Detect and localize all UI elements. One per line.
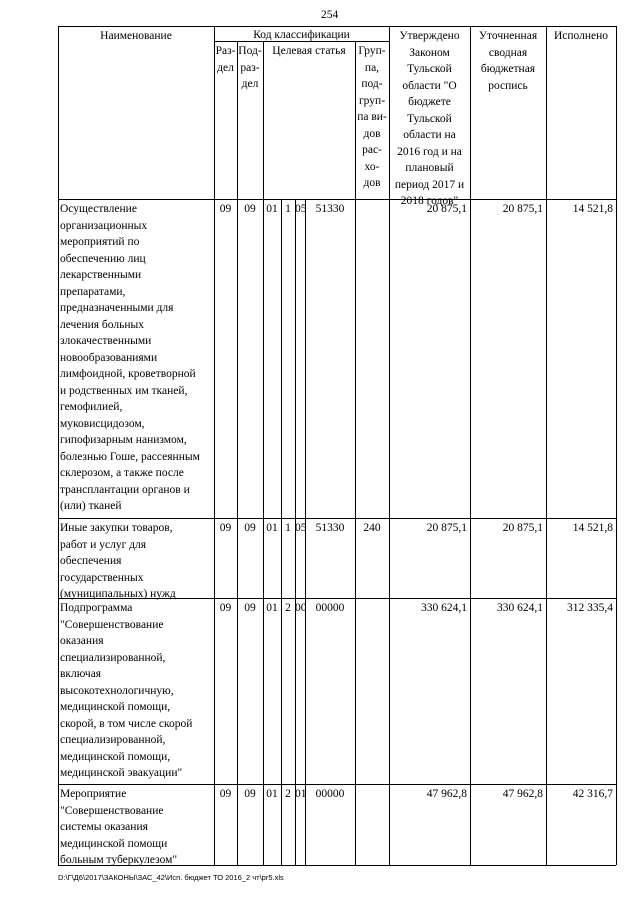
header-expense-group: па ви- xyxy=(357,111,387,123)
header-approved: бюджете xyxy=(408,96,451,108)
row-name: предназначенными для xyxy=(60,302,174,314)
row-name: мероприятий по xyxy=(60,236,140,248)
cell-article-subprogram: 2 xyxy=(285,602,291,614)
row-name: муковисцидозом, xyxy=(60,417,145,430)
header-target-article: Целевая статья xyxy=(272,45,346,57)
row-name: склерозом, а также после xyxy=(60,467,184,479)
cell-subsection: 09 xyxy=(244,522,256,534)
row-name: медицинской эвакуации" xyxy=(60,767,183,779)
cell-refined: 330 624,1 xyxy=(497,602,543,614)
header-approved: Тульской xyxy=(407,63,452,75)
header-expense-group: дов xyxy=(363,177,381,189)
header-expense-group: рас- xyxy=(362,144,382,156)
cell-section: 09 xyxy=(219,602,232,614)
cell-article-program: 01 xyxy=(266,203,278,215)
header-expense-group: груп- xyxy=(358,94,386,107)
cell-article-program: 01 xyxy=(266,788,278,800)
cell-refined: 20 875,1 xyxy=(502,203,543,215)
header-code-group: Код классификации xyxy=(253,29,350,41)
header-approved: Тульской xyxy=(407,112,452,125)
header-name: Наименование xyxy=(100,30,172,42)
row-name: Иные закупки товаров, xyxy=(60,522,173,534)
row-name: системы оказания xyxy=(60,821,148,833)
header-approved: области на xyxy=(403,129,456,141)
table-rule xyxy=(214,26,215,865)
header-refined: сводная xyxy=(488,46,528,59)
header-expense-group: дов xyxy=(363,127,381,140)
row-name: медицинской помощи, xyxy=(60,701,171,713)
cell-article-event: 05 xyxy=(295,203,307,215)
row-name: гемофилией, xyxy=(60,401,123,413)
table-rule xyxy=(58,784,616,785)
header-expense-group: под- xyxy=(361,78,383,90)
row-name: оказания xyxy=(60,635,104,647)
page-number: 254 xyxy=(321,9,339,21)
header-approved: период 2017 и xyxy=(394,178,465,191)
row-name: специализированной, xyxy=(60,651,166,664)
header-expense-group: па, xyxy=(364,61,380,74)
row-name: лечения больных xyxy=(60,318,144,331)
cell-article-direction: 51330 xyxy=(315,522,345,534)
row-name: лекарственными xyxy=(60,269,142,281)
row-name: новообразованиями xyxy=(60,351,158,364)
header-subsection: раз- xyxy=(240,61,260,74)
cell-expense-group: 240 xyxy=(363,522,381,534)
cell-approved: 20 875,1 xyxy=(426,522,467,534)
row-name: государственных xyxy=(60,571,144,584)
row-name: Осуществление xyxy=(60,203,137,215)
row-name: медицинской помощи xyxy=(60,837,168,850)
row-name: "Совершенствование xyxy=(60,804,164,817)
cell-article-subprogram: 2 xyxy=(285,788,291,800)
header-section: Раз- xyxy=(215,45,236,57)
cell-executed: 42 316,7 xyxy=(572,788,613,800)
cell-article-subprogram: 1 xyxy=(285,203,291,215)
row-name: препаратами, xyxy=(60,285,126,298)
cell-article-event: 01 xyxy=(295,788,307,800)
cell-executed: 14 521,8 xyxy=(572,203,613,215)
row-name: гипофизарным нанизмом, xyxy=(60,434,187,446)
row-name: организационных xyxy=(60,219,148,232)
row-name: медицинской помощи, xyxy=(60,750,171,763)
cell-article-program: 01 xyxy=(266,522,278,534)
table-rule xyxy=(58,518,616,519)
cell-article-direction: 51330 xyxy=(315,203,345,215)
row-name: обеспечению лиц xyxy=(60,252,146,265)
header-refined: роспись xyxy=(488,79,528,92)
cell-article-program: 01 xyxy=(266,602,278,614)
header-expense-group: хо- xyxy=(364,160,380,173)
header-expense-group: Груп- xyxy=(358,45,386,57)
row-name: злокачественными xyxy=(60,335,152,347)
cell-article-event: 00 xyxy=(295,602,307,614)
header-approved: 2016 год и на xyxy=(397,145,462,158)
header-approved: Утверждено xyxy=(399,30,460,42)
row-name: и родственных им тканей, xyxy=(60,384,188,397)
table-rule xyxy=(58,26,59,865)
header-approved: области "О xyxy=(402,79,457,92)
cell-approved: 20 875,1 xyxy=(426,203,467,215)
row-name: работ и услуг для xyxy=(60,538,147,551)
header-section: дел xyxy=(217,61,234,74)
cell-approved: 47 962,8 xyxy=(426,788,467,800)
cell-executed: 312 335,4 xyxy=(567,602,613,614)
row-name: (муниципальных) нужд xyxy=(60,588,176,600)
table-rule xyxy=(237,41,238,865)
cell-section: 09 xyxy=(219,522,232,534)
cell-section: 09 xyxy=(219,788,232,800)
cell-executed: 14 521,8 xyxy=(572,522,613,534)
row-name: трансплантации органов и xyxy=(60,483,190,496)
cell-subsection: 09 xyxy=(244,788,256,800)
row-name: специализированной, xyxy=(60,734,166,746)
row-name: Мероприятие xyxy=(60,788,127,800)
cell-approved: 330 624,1 xyxy=(421,602,467,614)
table-rule xyxy=(546,26,547,865)
row-name: обеспечения xyxy=(60,555,122,567)
header-executed: Исполнено xyxy=(553,30,609,42)
cell-subsection: 09 xyxy=(244,203,256,215)
header-subsection: дел xyxy=(241,78,259,90)
table-rule xyxy=(616,26,617,865)
row-name: болезнью Гоше, рассеянным xyxy=(60,450,200,463)
cell-subsection: 09 xyxy=(244,602,256,614)
cell-refined: 20 875,1 xyxy=(502,522,543,534)
row-name: "Совершенствование xyxy=(60,618,164,631)
cell-article-event: 05 xyxy=(295,522,307,534)
header-refined: Уточненная xyxy=(478,30,538,42)
cell-refined: 47 962,8 xyxy=(502,788,543,800)
cell-article-direction: 00000 xyxy=(315,602,345,614)
row-name: больным туберкулезом" xyxy=(60,854,178,866)
cell-article-direction: 00000 xyxy=(315,788,345,800)
row-name: скорой, в том числе скорой xyxy=(60,717,193,730)
row-name: Подпрограмма xyxy=(60,602,133,614)
header-approved: 2018 годов" xyxy=(400,195,459,207)
file-path-footer: D:\Г\Д6\2017\ЗАКОНЫ\ЗАС_42\Исп. бюджет ТО 2016_2 чт\pr5.xls xyxy=(58,873,284,882)
header-approved: плановый xyxy=(405,162,454,174)
table-rule xyxy=(470,26,471,865)
row-name: высокотехнологичную, xyxy=(60,684,174,697)
header-approved: Законом xyxy=(409,46,450,59)
header-subsection: Под- xyxy=(238,45,262,57)
table-rule xyxy=(263,41,264,865)
row-name: включая xyxy=(60,668,102,680)
cell-article-subprogram: 1 xyxy=(285,522,291,534)
header-refined: бюджетная xyxy=(480,63,536,75)
table-rule xyxy=(58,199,616,200)
row-name: лимфоидной, кроветворной xyxy=(60,368,196,380)
row-name: (или) тканей xyxy=(60,500,122,512)
cell-section: 09 xyxy=(219,203,232,215)
